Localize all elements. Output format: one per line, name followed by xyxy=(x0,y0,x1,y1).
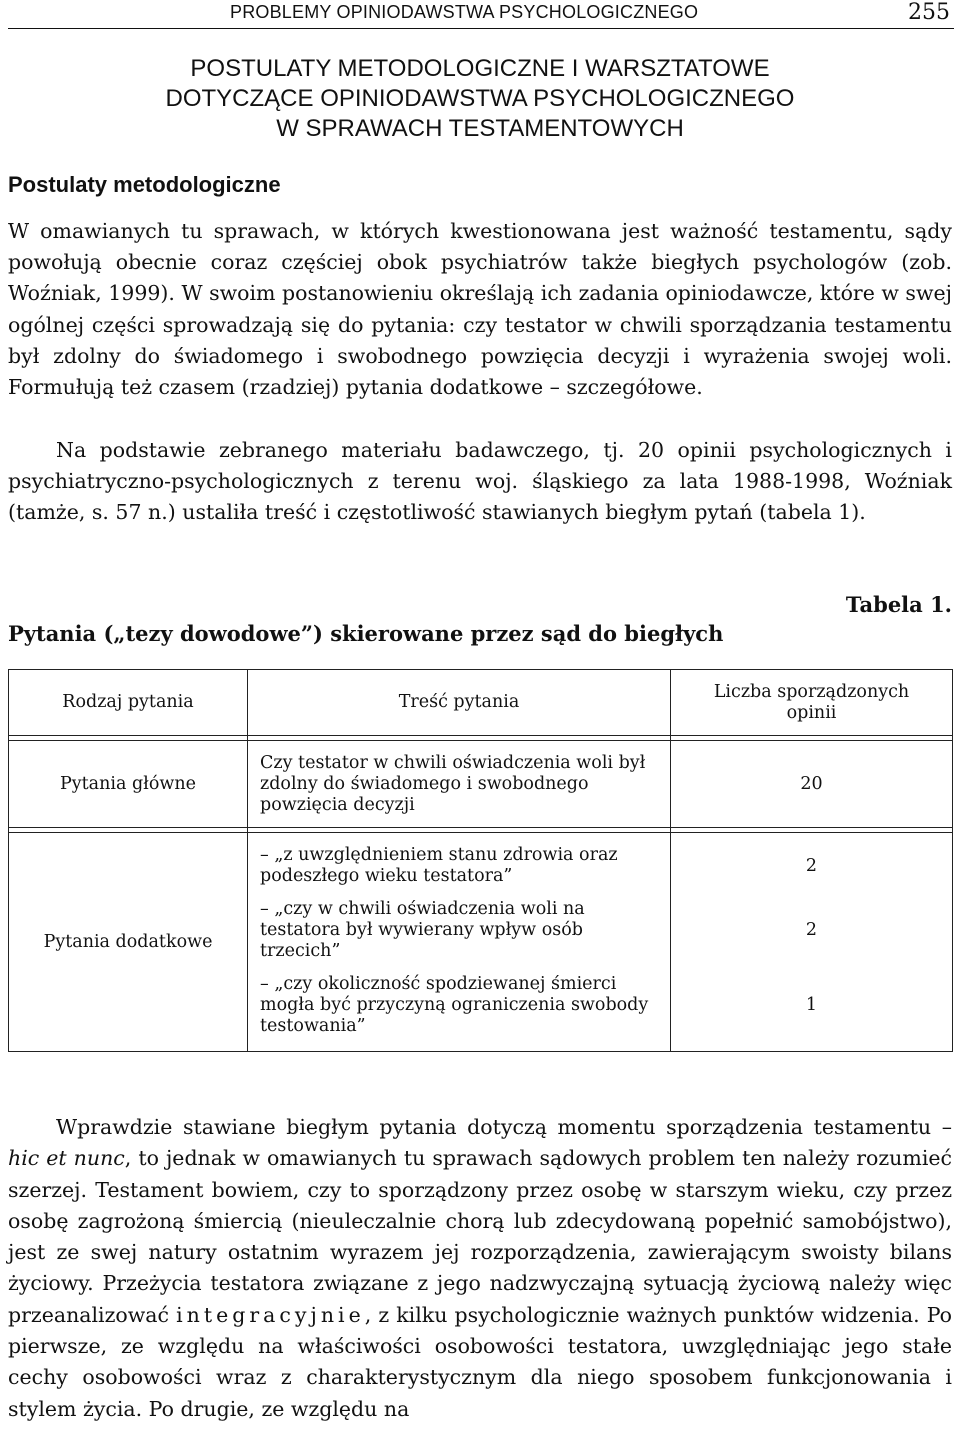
page-number: 255 xyxy=(908,0,950,25)
sub-question-text: – „czy okoliczność spodziewanej śmierci mogła być przyczyną ograniczenia swobody testowania” xyxy=(260,973,649,1036)
row-question-content xyxy=(248,833,671,1052)
sub-question xyxy=(260,841,670,891)
sub-question-list xyxy=(260,841,670,1041)
body-paragraph: Na podstawie zebranego materiału badawczego, tj. 20 opinii psychologicznych i psychiatryczno-psychologicznych z terenu woj. śląskiego za lata 1988-1998, Woźniak (tamże, s. 57 n.) ustaliła treść i częstotliwość stawianych biegłym pytań (tabela 1). xyxy=(8,438,952,525)
article-title-line: W SPRAWACH TESTAMENTOWYCH xyxy=(276,115,684,142)
header-question-content: Treść pytania xyxy=(248,670,671,736)
question-text: Czy testator w chwili oświadczenia woli był zdolny do świadomego i swobodnego powzięcia decyzji xyxy=(260,752,646,815)
running-title: PROBLEMY OPINIODAWSTWA PSYCHOLOGICZNEGO xyxy=(230,2,699,22)
latin-phrase: hic et nunc xyxy=(8,1146,125,1171)
table-row xyxy=(9,741,953,828)
article-title xyxy=(30,54,930,144)
body-paragraph xyxy=(8,1112,952,1425)
table-row xyxy=(9,833,953,1052)
row-opinion-count xyxy=(671,833,953,1052)
row-question-type: Pytania główne xyxy=(9,741,248,828)
running-header xyxy=(8,0,954,29)
section-heading: Postulaty metodologiczne xyxy=(8,172,281,197)
table-header-row xyxy=(9,670,953,736)
sub-question-text: – „z uwzględnieniem stanu zdrowia oraz podeszłego wieku testatora” xyxy=(260,845,618,886)
row-question-content xyxy=(248,741,671,828)
paragraph-text: , to jednak w omawianych tu sprawach sądowych problem ten należy rozumieć szerzej. Testament bowiem, czy to sporządzony przez osobę w starszym wieku, czy przez osobę zagrożoną śmiercią (nieuleczalnie chorą lub zdecydowaną popełnić samobójstwo), jest ze swej natury ostatnim wyrazem jej rozporządzenia, zawierającym swoisty bilans życiowy. Przeżycia testatora związane z jego nadzwyczajną sytuacją życiową należy więc przeanalizować xyxy=(8,1146,952,1327)
table-caption: Pytania („tezy dowodowe”) skierowane przez sąd do biegłych xyxy=(8,621,724,646)
sub-question-text: – „czy w chwili oświadczenia woli na testatora był wywierany wpływ osób trzecich” xyxy=(260,898,585,961)
article-title-line: POSTULATY METODOLOGICZNE I WARSZTATOWE xyxy=(190,55,770,82)
article-title-line: DOTYCZĄCE OPINIODAWSTWA PSYCHOLOGICZNEGO xyxy=(165,85,795,112)
sub-question xyxy=(260,969,670,1041)
paragraph-text: Wprawdzie stawiane biegłym pytania dotyczą momentu sporządzenia testamentu – xyxy=(56,1115,952,1139)
row-question-type: Pytania dodatkowe xyxy=(9,833,248,1052)
sub-count: 2 xyxy=(805,919,818,940)
sub-count-list xyxy=(671,841,952,1041)
row-opinion-count: 20 xyxy=(671,741,953,828)
paragraph-text: , z kilku psychologicznie ważnych punktów widzenia. Po pierwsze, ze względu na właściwości osobowości testatora, uwzględniając jego stałe cechy osobowości wraz z charakterystycznym dla niego sposobem funkcjonowania i stylem życia. Po drugie, ze względu na xyxy=(8,1302,953,1421)
sub-question xyxy=(260,891,670,969)
table-label: Tabela 1. xyxy=(845,592,952,617)
header-opinion-count: Liczba sporządzonych opinii xyxy=(671,670,953,736)
spaced-emphasis: integracyjnie xyxy=(176,1302,365,1327)
body-paragraph: W omawianych tu sprawach, w których kwestionowana jest ważność testamentu, sądy powołują obecnie coraz częściej obok psychiatrów także biegłych psychologów (zob. Woźniak, 1999). W swoim postanowieniu określają ich zadania opiniodawcze, które w swej ogólnej części sprowadzają się do pytania: czy testator w chwili sporządzania testamentu był zdolny do świadomego i swobodnego powzięcia decyzji i wyrażenia swojej woli. Formułują też czasem (rzadziej) pytania dodatkowe – szczegółowe. xyxy=(8,219,952,400)
sub-count: 2 xyxy=(805,855,818,876)
header-question-type: Rodzaj pytania xyxy=(9,670,248,736)
questions-table xyxy=(8,669,953,1052)
sub-count: 1 xyxy=(805,994,818,1015)
